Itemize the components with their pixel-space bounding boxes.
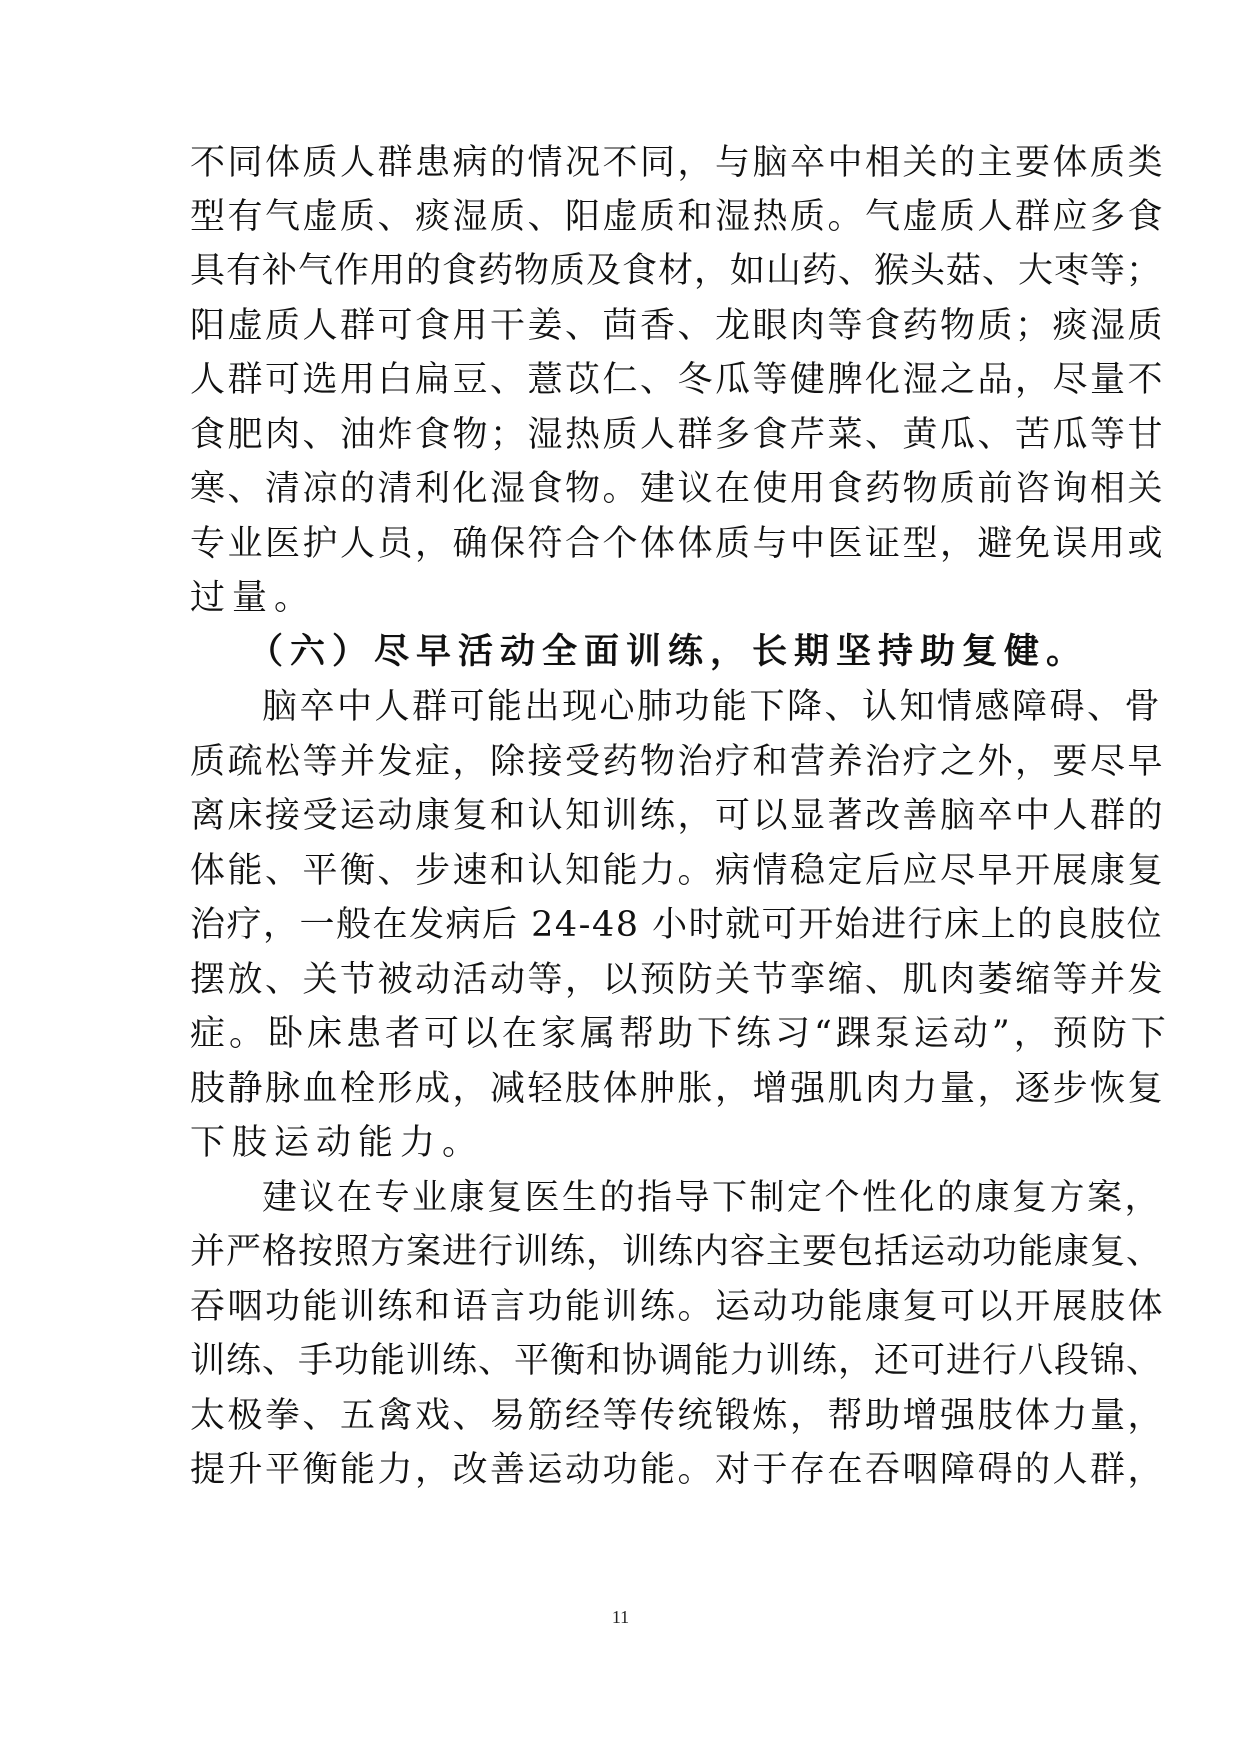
- paragraph-1-line-1: 不同体质人群患病的情况不同，与脑卒中相关的主要体质类: [190, 143, 1166, 183]
- paragraph-2-line-9: 下肢运动能力。: [190, 1123, 485, 1163]
- paragraph-1-line-4: 阳虚质人群可食用干姜、茴香、龙眼肉等食药物质；痰湿质: [190, 306, 1166, 346]
- paragraph-1-line-5: 人群可选用白扁豆、薏苡仁、冬瓜等健脾化湿之品，尽量不: [190, 360, 1166, 400]
- paragraph-3-line-3: 吞咽功能训练和语言功能训练。运动功能康复可以开展肢体: [190, 1287, 1166, 1327]
- paragraph-1-line-6: 食肥肉、油炸食物；湿热质人群多食芹菜、黄瓜、苦瓜等甘: [190, 415, 1166, 455]
- paragraph-2-line-7: 症。卧床患者可以在家属帮助下练习“踝泵运动”，预防下: [190, 1014, 1170, 1054]
- paragraph-1-line-2: 型有气虚质、痰湿质、阳虚质和湿热质。气虚质人群应多食: [190, 197, 1166, 237]
- paragraph-3-line-4: 训练、手功能训练、平衡和协调能力训练，还可进行八段锦、: [190, 1341, 1163, 1381]
- paragraph-2-line-8: 肢静脉血栓形成，减轻肢体肿胀，增强肌肉力量，逐步恢复: [190, 1069, 1166, 1109]
- paragraph-1-line-8: 专业医护人员，确保符合个体体质与中医证型，避免误用或: [190, 524, 1166, 564]
- paragraph-3-line-1: 建议在专业康复医生的指导下制定个性化的康复方案，: [262, 1178, 1163, 1218]
- paragraph-3-line-6: 提升平衡能力，改善运动功能。对于存在吞咽障碍的人群，: [190, 1450, 1166, 1490]
- paragraph-2-line-3: 离床接受运动康复和认知训练，可以显著改善脑卒中人群的: [190, 796, 1166, 836]
- paragraph-1-line-9: 过量。: [190, 578, 317, 618]
- paragraph-3-line-5: 太极拳、五禽戏、易筋经等传统锻炼，帮助增强肢体力量，: [190, 1396, 1166, 1436]
- page-number: 11: [611, 1607, 630, 1627]
- paragraph-1-line-7: 寒、清凉的清利化湿食物。建议在使用食药物质前咨询相关: [190, 469, 1166, 509]
- paragraph-3-line-2: 并严格按照方案进行训练，训练内容主要包括运动功能康复、: [190, 1232, 1163, 1272]
- paragraph-2-line-2: 质疏松等并发症，除接受药物治疗和营养治疗之外，要尽早: [190, 742, 1166, 782]
- paragraph-2-line-1: 脑卒中人群可能出现心肺功能下降、认知情感障碍、骨: [262, 687, 1163, 727]
- section-heading: （六）尽早活动全面训练，长期坚持助复健。: [248, 631, 1089, 672]
- paragraph-1-line-3: 具有补气作用的食药物质及食材，如山药、猴头菇、大枣等；: [190, 251, 1163, 291]
- paragraph-2-line-5: 治疗，一般在发病后 24-48 小时就可开始进行床上的良肢位: [190, 905, 1164, 945]
- paragraph-2-line-4: 体能、平衡、步速和认知能力。病情稳定后应尽早开展康复: [190, 851, 1166, 891]
- paragraph-2-line-6: 摆放、关节被动活动等，以预防关节挛缩、肌肉萎缩等并发: [190, 960, 1166, 1000]
